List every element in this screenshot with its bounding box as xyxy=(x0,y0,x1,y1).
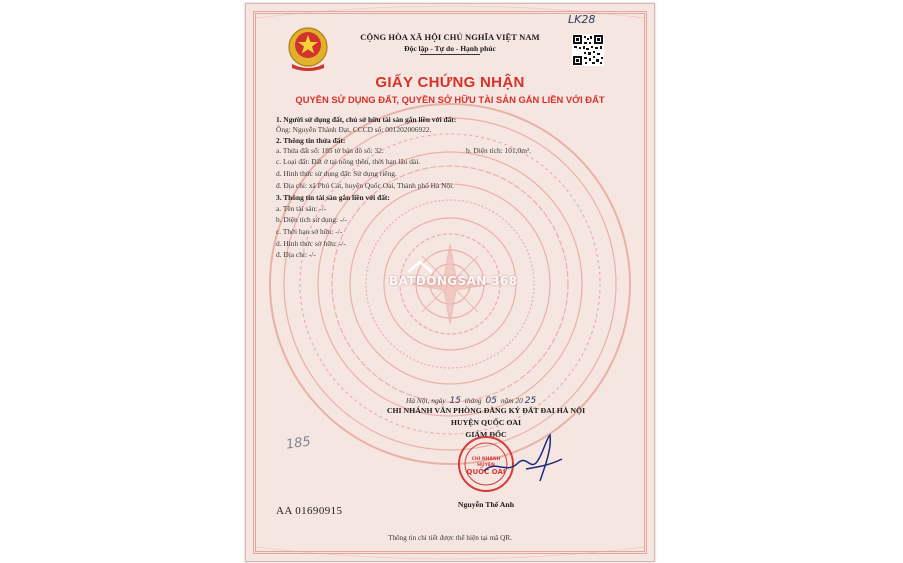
certificate-subtitle: QUYỀN SỬ DỤNG ĐẤT, QUYỀN SỞ HỮU TÀI SẢN GẮN LIỀN VỚI ĐẤT xyxy=(295,94,605,105)
signing-date: Hà Nội, ngày 15 tháng 05 năm 20 25 xyxy=(406,396,537,406)
asset-name: a. Tên tài sản: -/- xyxy=(276,204,327,213)
watermark: BATDONGSAN 368 xyxy=(389,274,518,288)
asset-form: d. Hình thức sở hữu: -/- xyxy=(276,239,346,248)
certificate xyxy=(245,3,655,562)
serial-number: AA 01690915 xyxy=(276,505,343,517)
qr-code-icon xyxy=(572,34,604,66)
owner-heading: 1. Người sử dụng đất, chủ sở hữu tài sản gắn liền với đất: xyxy=(276,115,457,124)
owner-value: Ông: Nguyễn Thành Đạt, CCCD số: 001202006922. xyxy=(276,125,432,134)
land-usage: d. Hình thức sử dụng đất: Sử dụng riêng. xyxy=(276,169,397,178)
nation-motto: Độc lập - Tự do - Hạnh phúc xyxy=(356,44,544,55)
signature-icon xyxy=(466,429,576,489)
signing-year: 25 xyxy=(524,396,537,406)
land-address: đ. Địa chỉ: xã Phú Cát, huyện Quốc Oai, Thành phố Hà Nội. xyxy=(276,181,455,190)
asset-heading: 3. Thông tin tài sản gắn liền với đất: xyxy=(276,193,390,202)
certificate-title: GIẤY CHỨNG NHẬN xyxy=(375,74,525,91)
signing-day: 15 xyxy=(449,396,461,406)
asset-area: b. Diện tích sử dụng: -/- xyxy=(276,215,347,224)
issuing-office: CHI NHÁNH VĂN PHÒNG ĐĂNG KÝ ĐẤT ĐAI HÀ NỘI xyxy=(386,406,586,415)
national-emblem-icon xyxy=(286,26,330,72)
svg-text:QUỐC OAI: QUỐC OAI xyxy=(466,468,506,476)
asset-address: đ. Địa chỉ: -/- xyxy=(276,250,316,259)
land-parcel: a. Thửa đất số: 185 tờ bản đồ số: 32. xyxy=(276,146,384,155)
svg-text:CHI NHÁNH: CHI NHÁNH xyxy=(471,457,501,462)
svg-text:HUYỆN: HUYỆN xyxy=(477,463,495,468)
land-type: c. Loại đất: Đất ở tại nông thôn, thời hạn lâu dài. xyxy=(276,157,421,166)
issuing-district: HUYỆN QUỐC OAI xyxy=(450,418,522,427)
signing-month: 05 xyxy=(485,396,497,406)
qr-footer-note: Thông tin chi tiết được thể hiện tại mã QR. xyxy=(388,534,512,542)
signer-name: Nguyễn Thế Anh xyxy=(457,500,515,509)
margin-note: 185 xyxy=(285,434,312,453)
land-heading: 2. Thông tin thửa đất: xyxy=(276,136,346,145)
handwritten-code: LK28 xyxy=(568,13,596,26)
nation-header: CỘNG HÒA XÃ HỘI CHỦ NGHĨA VIỆT NAM xyxy=(360,32,540,42)
asset-term: c. Thời hạn sở hữu: -/- xyxy=(276,227,343,236)
land-area: b. Diện tích: 101,0m². xyxy=(466,146,532,155)
signer-position: GIÁM ĐỐC xyxy=(465,430,507,439)
